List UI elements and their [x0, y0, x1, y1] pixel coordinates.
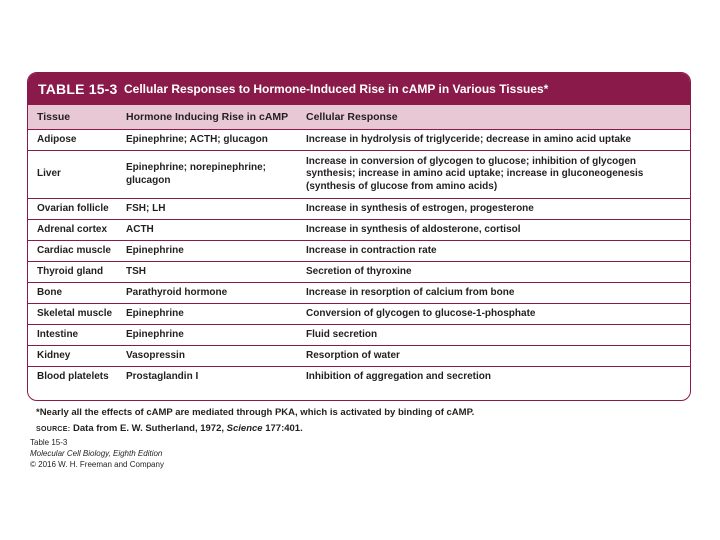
cell-response: Fluid secretion: [306, 328, 378, 340]
cell-hormone: Epinephrine: [126, 244, 184, 256]
cell-response: Increase in conversion of glycogen to glucose; inhibition of glycogen synthesis; increase in amino acid uptake; increase in gluconeogenesis (synthesis of glucose from amino acids): [306, 155, 644, 192]
caption-copyright: © 2016 W. H. Freeman and Company: [30, 460, 164, 469]
table-row: [28, 325, 690, 346]
cell-tissue: Adipose: [37, 133, 77, 145]
cell-hormone: Epinephrine: [126, 307, 184, 319]
cell-tissue: Kidney: [37, 349, 71, 361]
cell-tissue: Adrenal cortex: [37, 223, 108, 235]
table-row: [28, 304, 690, 325]
source-text: Data from E. W. Sutherland, 1972,: [73, 423, 225, 434]
cell-hormone: Epinephrine: [126, 328, 184, 340]
caption-table-number: Table 15-3: [30, 438, 68, 447]
cell-tissue: Cardiac muscle: [37, 244, 111, 256]
caption-book-title: Molecular Cell Biology, Eighth Edition: [30, 449, 163, 458]
cell-tissue: Skeletal muscle: [37, 307, 113, 319]
table-row: [28, 151, 690, 199]
source-citation: [36, 423, 303, 434]
cell-hormone: Epinephrine; norepinephrine; glucagon: [126, 162, 267, 186]
table-number: TABLE 15-3: [38, 81, 118, 97]
cell-response: Conversion of glycogen to glucose-1-phosphate: [306, 307, 536, 319]
table-title-bar: [28, 73, 690, 105]
cell-response: Increase in synthesis of estrogen, progesterone: [306, 202, 534, 214]
cell-tissue: Liver: [37, 168, 61, 180]
source-label: SOURCE:: [36, 426, 71, 433]
cell-response: Increase in synthesis of aldosterone, cortisol: [306, 223, 521, 235]
cell-hormone: TSH: [126, 265, 146, 277]
data-table: [27, 72, 691, 401]
cell-tissue: Ovarian follicle: [37, 202, 109, 214]
cell-response: Increase in hydrolysis of triglyceride; decrease in amino acid uptake: [306, 133, 632, 145]
cell-response: Inhibition of aggregation and secretion: [306, 371, 492, 383]
cell-response: Secretion of thyroxine: [306, 265, 412, 277]
cell-hormone: FSH; LH: [126, 202, 166, 214]
cell-response: Resorption of water: [306, 349, 400, 361]
header-tissue: Tissue: [37, 111, 71, 123]
cell-response: Increase in contraction rate: [306, 244, 437, 256]
table-footnote: *Nearly all the effects of cAMP are mediated through PKA, which is activated by binding of cAMP.: [36, 407, 475, 418]
table-row: [28, 130, 690, 151]
cell-response: Increase in resorption of calcium from bone: [306, 286, 515, 298]
table-row: [28, 241, 690, 262]
source-journal: Science: [226, 423, 263, 434]
cell-hormone: Vasopressin: [126, 349, 185, 361]
table-header-row: [28, 105, 690, 130]
table-row: [28, 220, 690, 241]
header-hormone: Hormone Inducing Rise in cAMP: [126, 111, 289, 123]
cell-tissue: Bone: [37, 286, 62, 298]
figure-caption: [30, 437, 164, 470]
cell-hormone: ACTH: [126, 223, 154, 235]
cell-tissue: Blood platelets: [37, 371, 109, 383]
table-title: Cellular Responses to Hormone-Induced Rise in cAMP in Various Tissues*: [124, 82, 549, 96]
table-row: [28, 283, 690, 304]
table-row: [28, 262, 690, 283]
source-volume: 177:401.: [265, 423, 303, 434]
table-row: [28, 199, 690, 220]
table-row: [28, 346, 690, 367]
cell-hormone: Epinephrine; ACTH; glucagon: [126, 133, 268, 145]
cell-tissue: Intestine: [37, 328, 79, 340]
header-response: Cellular Response: [306, 111, 398, 123]
table-row: [28, 367, 690, 388]
cell-tissue: Thyroid gland: [37, 265, 104, 277]
cell-hormone: Prostaglandin I: [126, 371, 199, 383]
cell-hormone: Parathyroid hormone: [126, 286, 228, 298]
